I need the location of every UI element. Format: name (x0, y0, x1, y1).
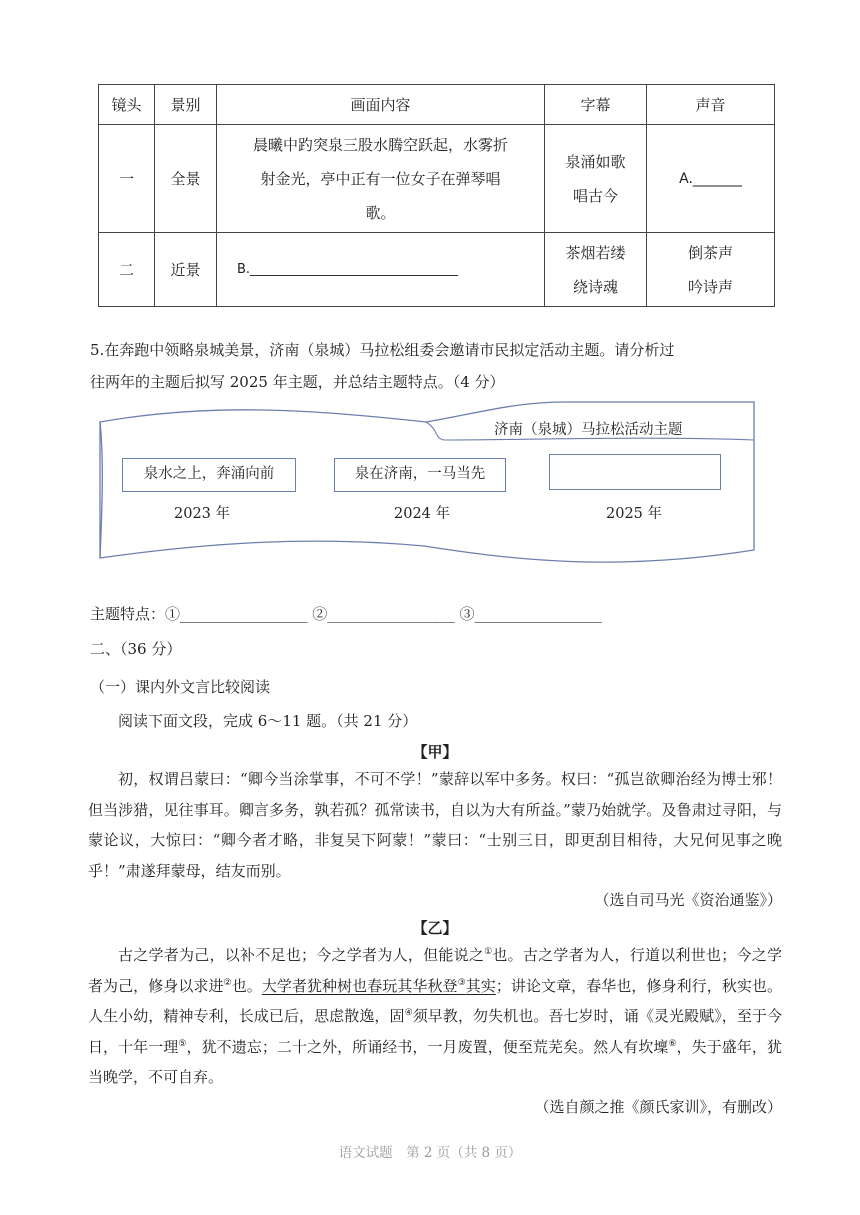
cell-content (217, 125, 545, 233)
page-footer: 语文试题 第 2 页（共 8 页） (338, 1145, 522, 1161)
annotation-marker: ⑤ (178, 1038, 187, 1049)
cell-scale: 近景 (155, 233, 217, 307)
cell-subtitle (545, 125, 647, 233)
header-content: 画面内容 (217, 85, 545, 125)
banner-title: 济南（泉城）马拉松活动主题 (494, 422, 683, 438)
theme-features-line: 主题特点：①_________________ ②_________________ ③_________________ (90, 605, 603, 623)
shot-script-table (98, 84, 775, 307)
yi-text-segment: ，失于盛年，犹当晚学，不可自弃。 (88, 1037, 782, 1086)
yi-text-segment: 须早教，勿失机也。吾七岁时，诵《灵光殿赋》，至于今日，十年一理 (88, 1007, 782, 1056)
passage-jia-text: 初，权谓吕蒙曰：“卿今当涂掌事，不可不学！”蒙辞以军中多务。权曰：“孤岂欲卿治经为博士邪！但当涉猎，见往事耳。卿言多务，孰若孤？孤常读书，自以为大有所益。”蒙乃始就学。及鲁肃过寻阳，与蒙论议，大惊曰：“卿今者才略，非复吴下阿蒙！”蒙曰：“士别三日，即更刮目相待，大兄何见事之晚乎！”肃遂拜蒙母，结友而别。 (88, 770, 782, 880)
cell-sound-answer-a: A._______ (647, 125, 775, 233)
cell-content-answer-b: B.________________________________ (217, 233, 545, 307)
annotation-marker: ③ (457, 977, 466, 988)
subtitle-line: 唱古今 (572, 186, 618, 205)
passage-jia-source: （选自司马光《资治通鉴》） (594, 891, 782, 909)
content-line: 歌。 (365, 203, 396, 222)
subtitle-line: 绕诗魂 (572, 277, 618, 296)
passage-jia-heading: 【甲】 (412, 743, 458, 761)
content-line: 射金光，亭中正有一位女子在弹琴唱 (260, 169, 501, 188)
year-2023: 2023 年 (174, 506, 231, 522)
theme-2024: 泉在济南，一马当先 (334, 458, 506, 492)
passage-yi-text (88, 940, 782, 1093)
reading-instruction: 阅读下面文段，完成 6～11 题。（共 21 分） (118, 712, 418, 730)
sound-line: 吟诗声 (687, 277, 733, 296)
section-2-heading: 二、（36 分） (90, 640, 182, 658)
cell-shot: 二 (99, 233, 155, 307)
yi-text-segment: ，犹不遗忘；二十之外，所诵经书，一月废置，便至荒芜矣。然人有坎壈 (186, 1037, 669, 1056)
table-header-row (99, 85, 775, 125)
underlined-sentence (262, 977, 496, 995)
yi-text-segment: 大学者犹种树也春玩其华秋登 (261, 976, 458, 995)
subsection-1-heading: （一）课内外文言比较阅读 (90, 678, 271, 696)
annotation-marker: ① (484, 947, 493, 957)
yi-text-segment: 也。 (231, 976, 262, 995)
passage-yi-source: （选自颜之推《颜氏家训》，有删改） (534, 1098, 782, 1116)
theme-2025-answer-box (549, 454, 721, 490)
header-subtitle: 字幕 (545, 85, 647, 125)
passage-yi-heading: 【乙】 (412, 919, 458, 937)
yi-text-segment: 古之学者为己，以补不足也；今之学者为人，但能说之 (118, 946, 485, 964)
header-sound: 声音 (647, 85, 775, 125)
cell-scale: 全景 (155, 125, 217, 233)
table-row (99, 125, 775, 233)
header-shot: 镜头 (99, 85, 155, 125)
year-2025: 2025 年 (606, 506, 663, 522)
cell-subtitle (545, 233, 647, 307)
header-scale: 景别 (155, 85, 217, 125)
year-2024: 2024 年 (394, 506, 451, 522)
subtitle-line: 茶烟若缕 (565, 243, 626, 262)
sound-line: 倒茶声 (687, 243, 733, 262)
annotation-marker: ⑥ (668, 1038, 677, 1049)
q5-prompt-line2: 往两年的主题后拟写 2025 年主题，并总结主题特点。（4 分） (90, 373, 505, 391)
q5-prompt-line1: 5.在奔跑中领略泉城美景，济南（泉城）马拉松组委会邀请市民拟定活动主题。请分析过 (90, 341, 675, 359)
theme-2023: 泉水之上，奔涌向前 (122, 458, 296, 492)
content-line: 晨曦中趵突泉三股水腾空跃起，水雾折 (252, 135, 508, 154)
cell-shot: 一 (99, 125, 155, 233)
annotation-marker: ④ (404, 1008, 413, 1018)
subtitle-line: 泉涌如歌 (565, 152, 626, 171)
yi-text-segment: ；讲论文章，春华也，修身利行，秋实也。人生小幼，精神专利，长成已后，思虑散逸，固 (88, 976, 782, 1025)
yi-text-segment: 其实 (465, 976, 496, 995)
yi-text-segment: 也。古之学者为人，行道以利世也；今之学者为己，修身以求进 (88, 946, 782, 995)
table-row (99, 233, 775, 307)
cell-sound (647, 233, 775, 307)
annotation-marker: ② (223, 977, 232, 988)
